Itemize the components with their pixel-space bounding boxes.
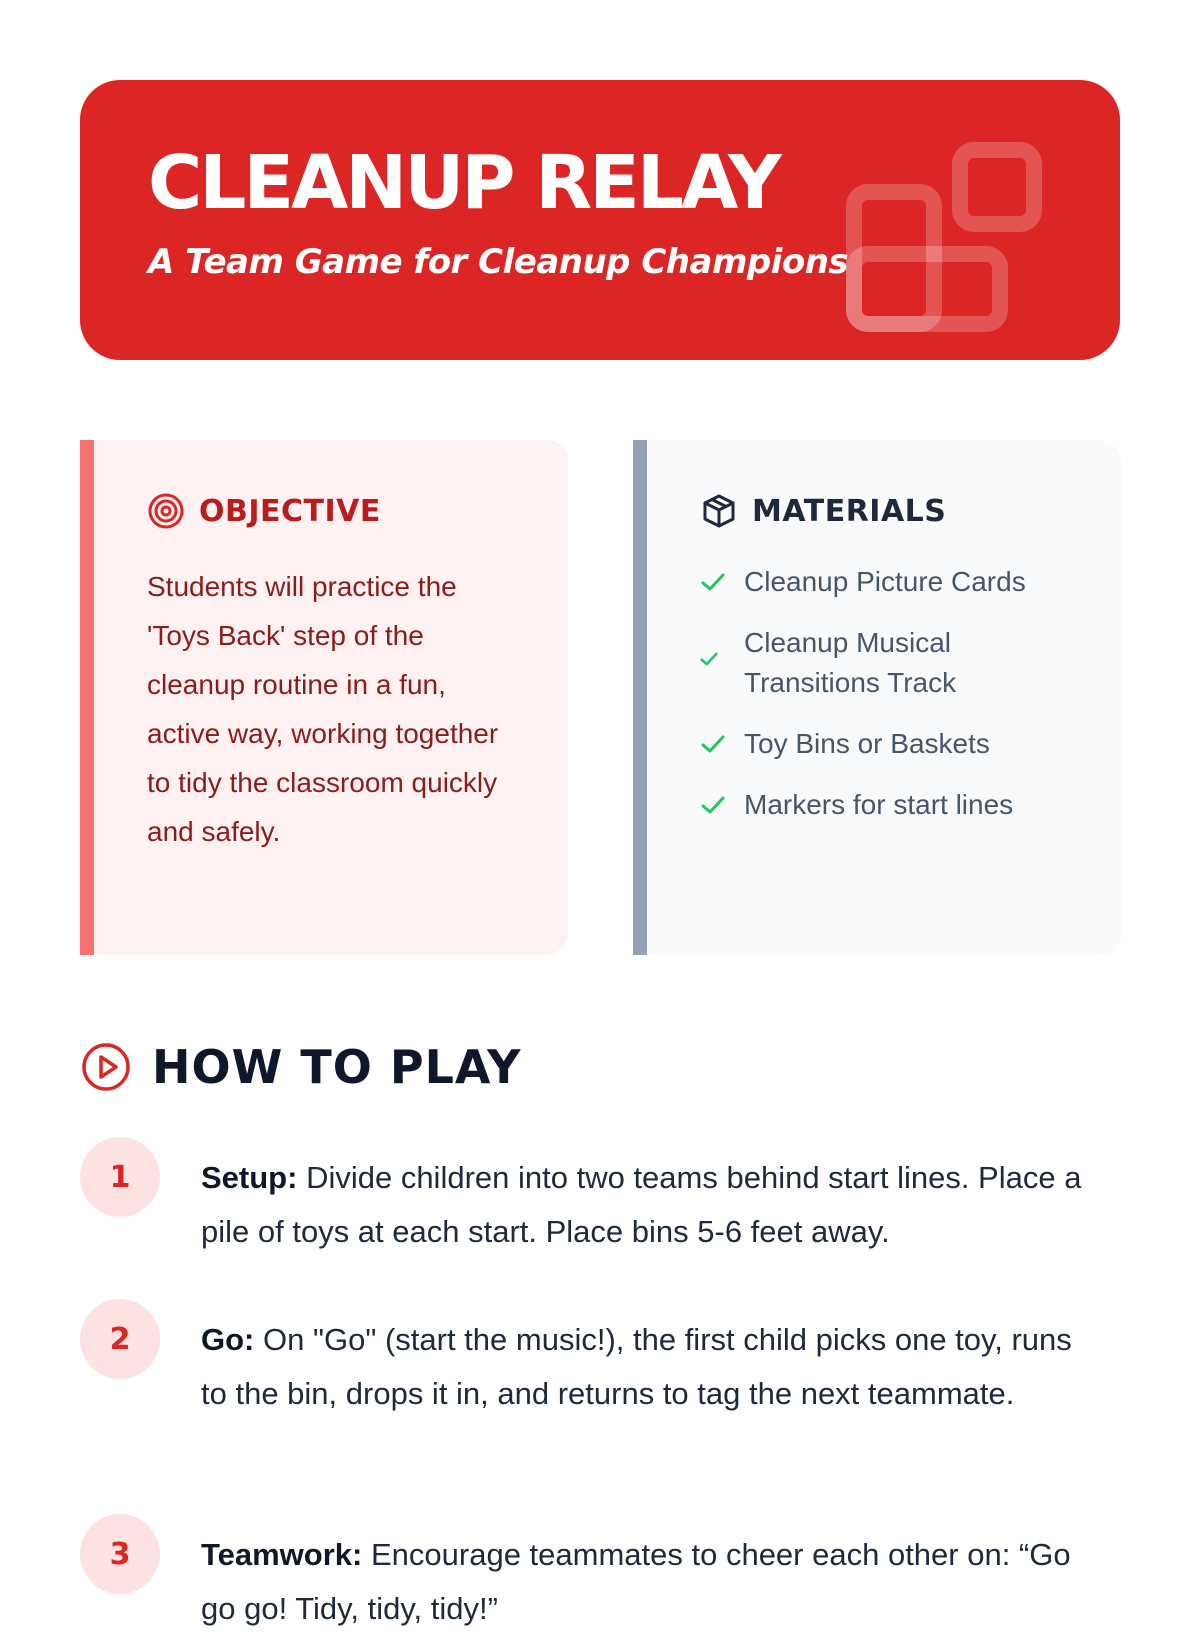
materials-accent-bar: [633, 440, 647, 955]
objective-card: [80, 440, 568, 955]
section-title: HOW TO PLAY: [152, 1040, 522, 1094]
how-to-play-heading: [80, 1040, 521, 1094]
step-title: Teamwork:: [201, 1537, 363, 1572]
material-label: Toy Bins or Baskets: [744, 728, 990, 759]
target-icon: [147, 492, 185, 530]
step-text: [201, 1313, 1101, 1421]
step-text: [201, 1151, 1101, 1259]
objective-label: OBJECTIVE: [199, 493, 381, 529]
materials-heading: [700, 492, 946, 530]
step-body: Divide children into two teams behind start lines. Place a pile of toys at each start. Place bins 5-6 feet away.: [201, 1160, 1082, 1249]
check-icon: [698, 567, 728, 597]
check-icon: [698, 790, 728, 820]
material-label: Cleanup Picture Cards: [744, 566, 1026, 597]
blocks-icon: [842, 138, 1042, 342]
objective-accent-bar: [80, 440, 94, 955]
step-number: 2: [80, 1299, 160, 1379]
objective-text: Students will practice the 'Toys Back' step of the cleanup routine in a fun, active way, working together to tidy the classroom quickly and safely.: [147, 571, 499, 847]
material-label: Cleanup Musical Transitions Track: [744, 627, 957, 698]
check-icon: [698, 729, 728, 759]
check-icon: [698, 648, 728, 678]
list-item: [698, 562, 1108, 602]
list-item: [698, 724, 1108, 764]
page-subtitle: A Team Game for Cleanup Champions: [148, 242, 849, 282]
step-title: Setup:: [201, 1160, 298, 1195]
box-icon: [700, 492, 738, 530]
step-body: Encourage teammates to cheer each other on: “Go go go! Tidy, tidy, tidy!”: [201, 1537, 1071, 1626]
list-item: [698, 623, 1108, 703]
step-number: 3: [80, 1514, 160, 1594]
material-label: Markers for start lines: [744, 789, 1014, 820]
step-text: [201, 1528, 1101, 1636]
step-number: 1: [80, 1137, 160, 1217]
step-title: Go:: [201, 1322, 255, 1357]
list-item: [698, 785, 1108, 825]
materials-list: [698, 562, 1108, 846]
header-banner: [80, 80, 1120, 360]
page-title: CLEANUP RELAY: [148, 140, 779, 226]
play-circle-icon: [80, 1041, 132, 1093]
objective-heading: [147, 492, 381, 530]
step-body: On "Go" (start the music!), the first child picks one toy, runs to the bin, drops it in, and returns to tag the next teammate.: [201, 1322, 1072, 1411]
materials-label: MATERIALS: [752, 493, 947, 529]
materials-card: [633, 440, 1121, 955]
